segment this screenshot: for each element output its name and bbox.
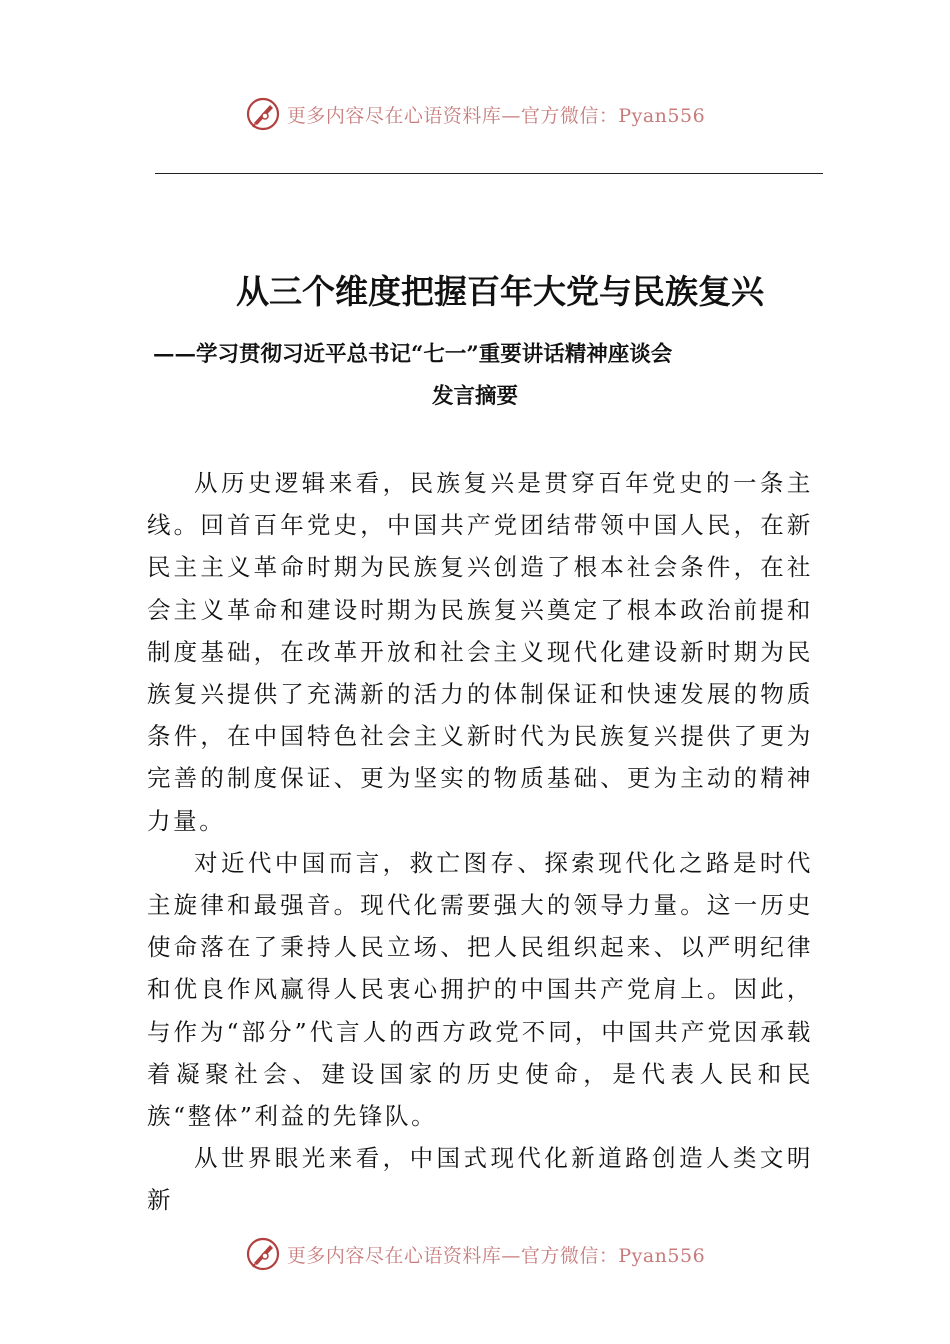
body-paragraph-2: 对近代中国而言，救亡图存、探索现代化之路是时代主旋律和最强音。现代化需要强大的领导力量。这一历史使命落在了秉持人民立场、把人民组织起来、以严明纪律和优良作风赢得人民衷心拥护的中国共产党肩上。因此，与作为“部分”代言人的西方政党不同，中国共产党因承载着凝聚社会、建设国家的历史使命，是代表人民和民族“整体”利益的先锋队。: [147, 848, 813, 1131]
page-header-watermark: [0, 92, 950, 136]
body-paragraph-1: 从历史逻辑来看，民族复兴是贯穿百年党史的一条主线。回首百年党史，中国共产党团结带领中国人民，在新民主主义革命时期为民族复兴创造了根本社会条件，在社会主义革命和建设时期为民族复兴奠定了根本政治前提和制度基础，在改革开放和社会主义现代化建设新时期为民族复兴提供了充满新的活力的体制保证和快速发展的物质条件，在中国特色社会主义新时代为民族复兴提供了更为完善的制度保证、更为坚实的物质基础、更为主动的精神力量。: [147, 469, 813, 835]
quill-logo-icon: [245, 96, 281, 132]
document-body: [147, 462, 813, 1222]
header-watermark-text: 更多内容尽在心语资料库—官方微信：Pyan556: [286, 104, 706, 127]
footer-watermark-text: 更多内容尽在心语资料库—官方微信：Pyan556: [286, 1244, 706, 1267]
quill-logo-icon: [245, 1236, 281, 1272]
page-footer-watermark: [0, 1232, 950, 1276]
body-paragraph-3: 从世界眼光来看，中国式现代化新道路创造人类文明新: [147, 1144, 813, 1215]
document-title: 从三个维度把握百年大党与民族复兴: [236, 272, 764, 311]
header-divider: [155, 173, 823, 174]
document-subtitle-continued: 发言摘要: [431, 384, 518, 409]
document-subtitle: ——学习贯彻习近平总书记“七一”重要讲话精神座谈会: [153, 342, 673, 367]
